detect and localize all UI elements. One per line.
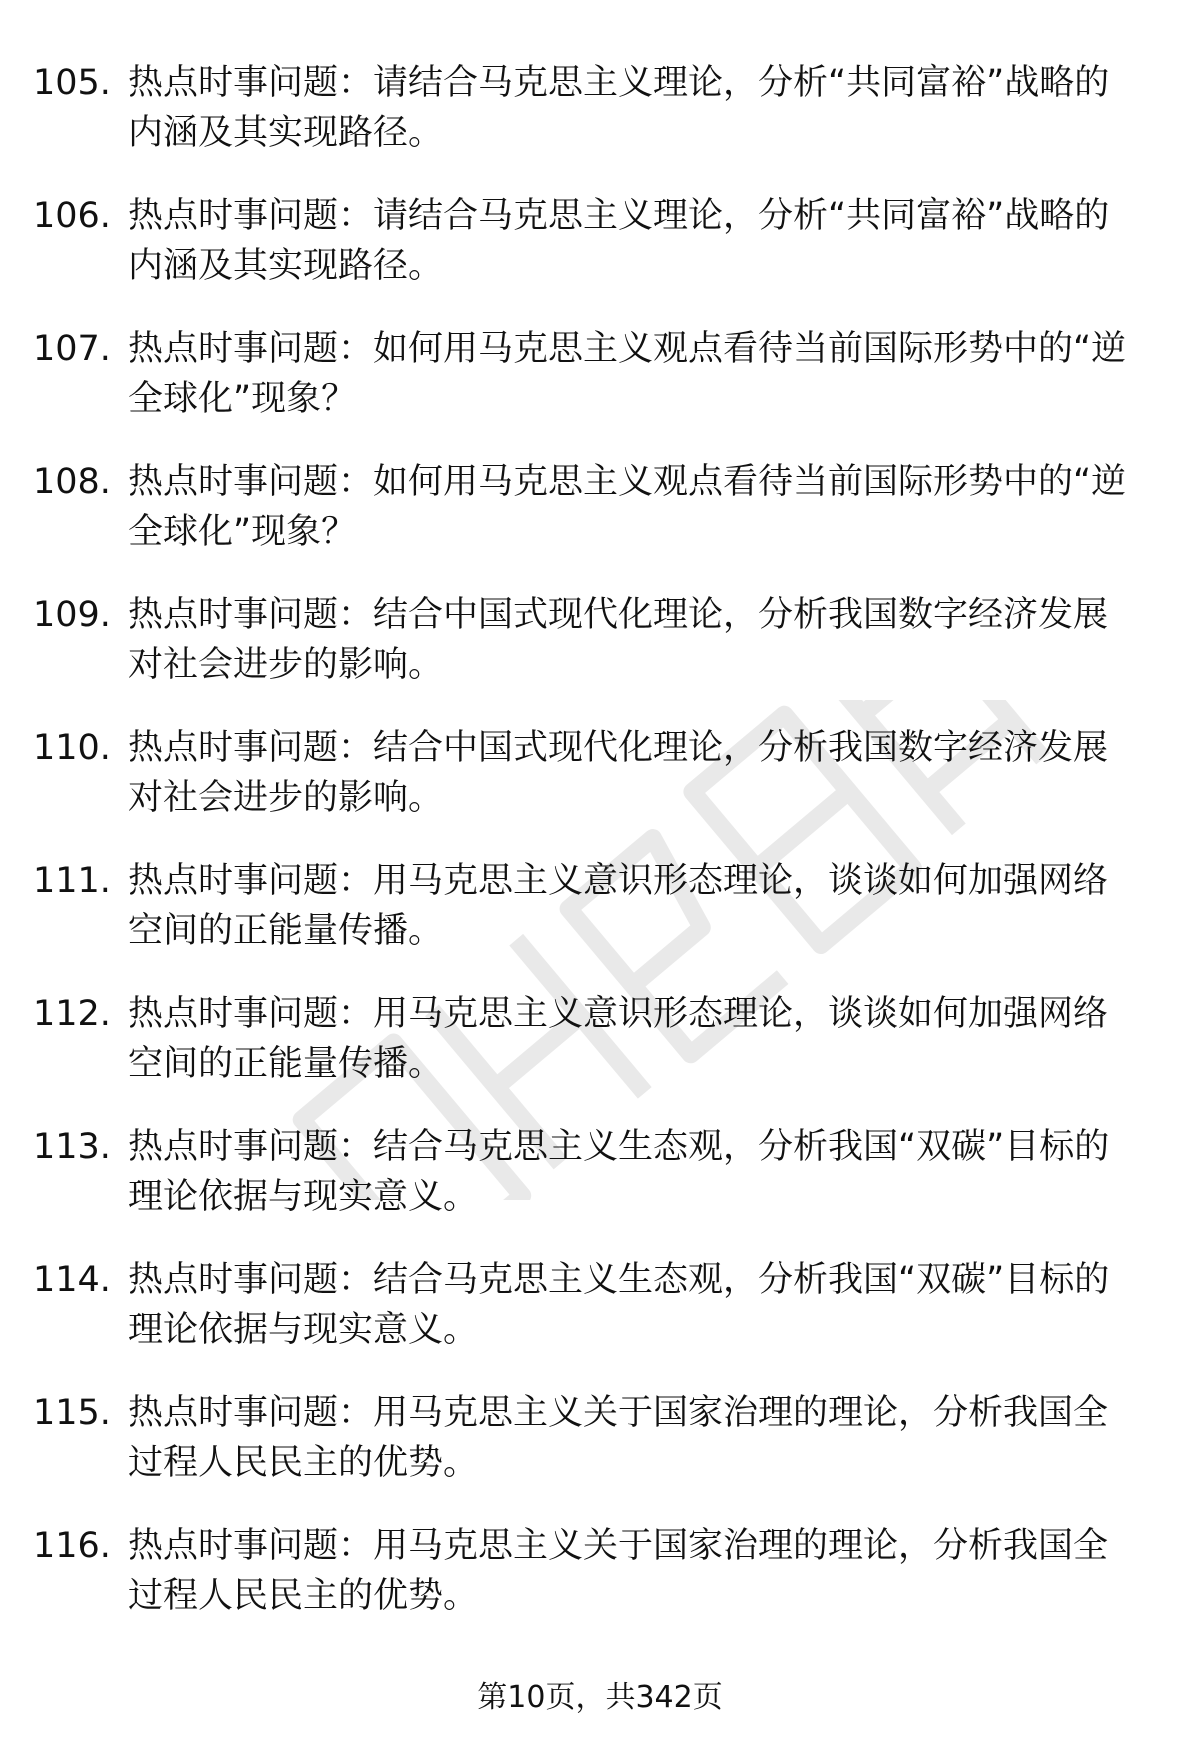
question-item [0,58,1200,191]
question-item [0,856,1200,989]
question-item [0,324,1200,457]
question-item [0,191,1200,324]
question-number: 105. [33,63,111,103]
question-text: 热点时事问题：用马克思主义关于国家治理的理论，分析我国全过程人民民主的优势。 [128,1526,1109,1616]
question-item [0,1255,1200,1388]
question-number: 113. [33,1127,111,1167]
question-number: 114. [33,1260,111,1300]
question-item [0,1122,1200,1255]
question-item [0,1388,1200,1521]
question-text: 热点时事问题：用马克思主义意识形态理论，谈谈如何加强网络空间的正能量传播。 [128,994,1109,1084]
question-item [0,989,1200,1122]
question-number: 109. [33,595,111,635]
question-text: 热点时事问题：结合中国式现代化理论，分析我国数字经济发展对社会进步的影响。 [128,595,1109,685]
page-footer [0,1678,1200,1718]
question-text: 热点时事问题：如何用马克思主义观点看待当前国际形势中的“逆全球化”现象？ [128,329,1127,419]
question-item [0,723,1200,856]
question-number: 108. [33,462,111,502]
question-number: 106. [33,196,111,236]
page-number-label: 第10页，共342页 [477,1680,723,1715]
question-number: 111. [33,861,111,901]
question-text: 热点时事问题：用马克思主义意识形态理论，谈谈如何加强网络空间的正能量传播。 [128,861,1109,951]
question-number: 110. [33,728,111,768]
question-text: 热点时事问题：结合中国式现代化理论，分析我国数字经济发展对社会进步的影响。 [128,728,1109,818]
question-text: 热点时事问题：结合马克思主义生态观，分析我国“双碳”目标的理论依据与现实意义。 [128,1127,1110,1217]
question-text: 热点时事问题：用马克思主义关于国家治理的理论，分析我国全过程人民民主的优势。 [128,1393,1109,1483]
question-item [0,1521,1200,1654]
question-text: 热点时事问题：结合马克思主义生态观，分析我国“双碳”目标的理论依据与现实意义。 [128,1260,1110,1350]
question-item [0,457,1200,590]
question-number: 115. [33,1393,111,1433]
question-number: 107. [33,329,111,369]
question-text: 热点时事问题：请结合马克思主义理论，分析“共同富裕”战略的内涵及其实现路径。 [128,196,1110,286]
question-text: 热点时事问题：请结合马克思主义理论，分析“共同富裕”战略的内涵及其实现路径。 [128,63,1110,153]
question-list [0,58,1200,1654]
question-number: 112. [33,994,111,1034]
question-item [0,590,1200,723]
question-number: 116. [33,1526,111,1566]
question-text: 热点时事问题：如何用马克思主义观点看待当前国际形势中的“逆全球化”现象？ [128,462,1127,552]
